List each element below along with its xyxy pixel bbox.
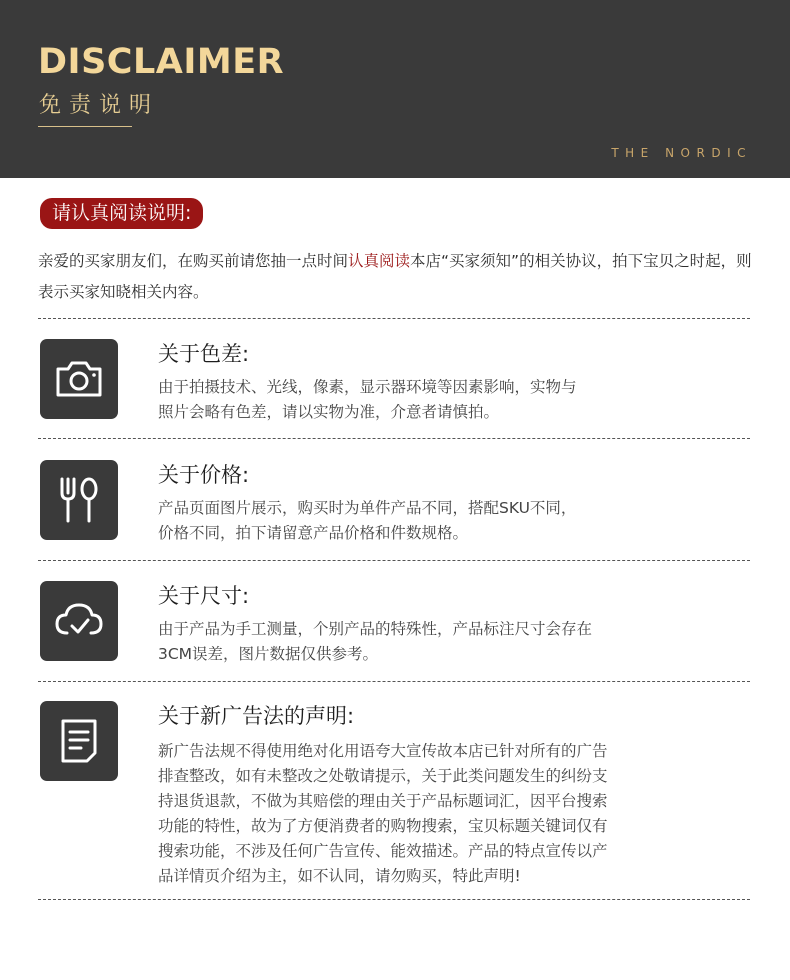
document-icon (40, 701, 118, 781)
divider (38, 899, 750, 900)
description-line: 由于产品为手工测量，个别产品的特殊性，产品标注尺寸会存在 (158, 620, 593, 638)
header-underline (38, 126, 132, 127)
camera-icon (40, 339, 118, 419)
notice-tag: 请认真阅读说明: (40, 198, 203, 229)
header-subtitle: 免责说明 (39, 93, 160, 118)
header-banner (0, 0, 790, 178)
section-description (158, 375, 577, 425)
description-line: 照片会略有色差，请以实物为准，介意者请慎拍。 (158, 403, 500, 421)
cloud-check-icon (40, 581, 118, 661)
section-description (158, 617, 592, 667)
divider (38, 438, 750, 439)
section-title: 关于尺寸: (158, 584, 250, 608)
description-line: 排查整改，如有未整改之处敬请提示，关于此类问题发生的纠纷支 (158, 767, 608, 785)
section-title: 关于色差: (158, 342, 250, 366)
section-title: 关于价格: (158, 463, 250, 487)
section-description (158, 739, 608, 889)
description-line: 持退货退款，不做为其赔偿的理由关于产品标题词汇，因平台搜索 (158, 792, 608, 810)
description-line: 功能的特性，故为了方便消费者的购物搜索，宝贝标题关键词仅有 (158, 817, 608, 835)
intro-highlight: 认真阅读 (348, 252, 411, 270)
divider (38, 318, 750, 319)
description-line: 由于拍摄技术、光线，像素，显示器环境等因素影响，实物与 (158, 378, 577, 396)
description-line: 搜索功能，不涉及任何广告宣传、能效描述。产品的特点宣传以产 (158, 842, 608, 860)
description-line: 品详情页介绍为主，如不认同，请勿购买，特此声明! (158, 867, 521, 885)
divider (38, 681, 750, 682)
description-line: 价格不同，拍下请留意产品价格和件数规格。 (158, 524, 469, 542)
section-description (158, 496, 576, 546)
description-line: 产品页面图片展示，购买时为单件产品不同，搭配SKU不同， (158, 499, 577, 517)
intro-text: 亲爱的买家朋友们，在购买前请您抽一点时间 (38, 252, 349, 270)
header-title: DISCLAIMER (38, 42, 285, 82)
brand-name: THE NORDIC (611, 146, 752, 160)
description-line: 新广告法规不得使用绝对化用语夸大宣传故本店已针对所有的广告 (158, 742, 608, 760)
description-line: 3CM误差，图片数据仅供参考。 (158, 645, 379, 663)
fork-spoon-icon (40, 460, 118, 540)
intro-paragraph (38, 246, 754, 308)
intro-text: 本店“买家须知”的相关协议，拍下宝贝之时起，则表示买家知晓相关内容。 (38, 252, 752, 301)
section-title: 关于新广告法的声明: (158, 704, 355, 728)
divider (38, 560, 750, 561)
